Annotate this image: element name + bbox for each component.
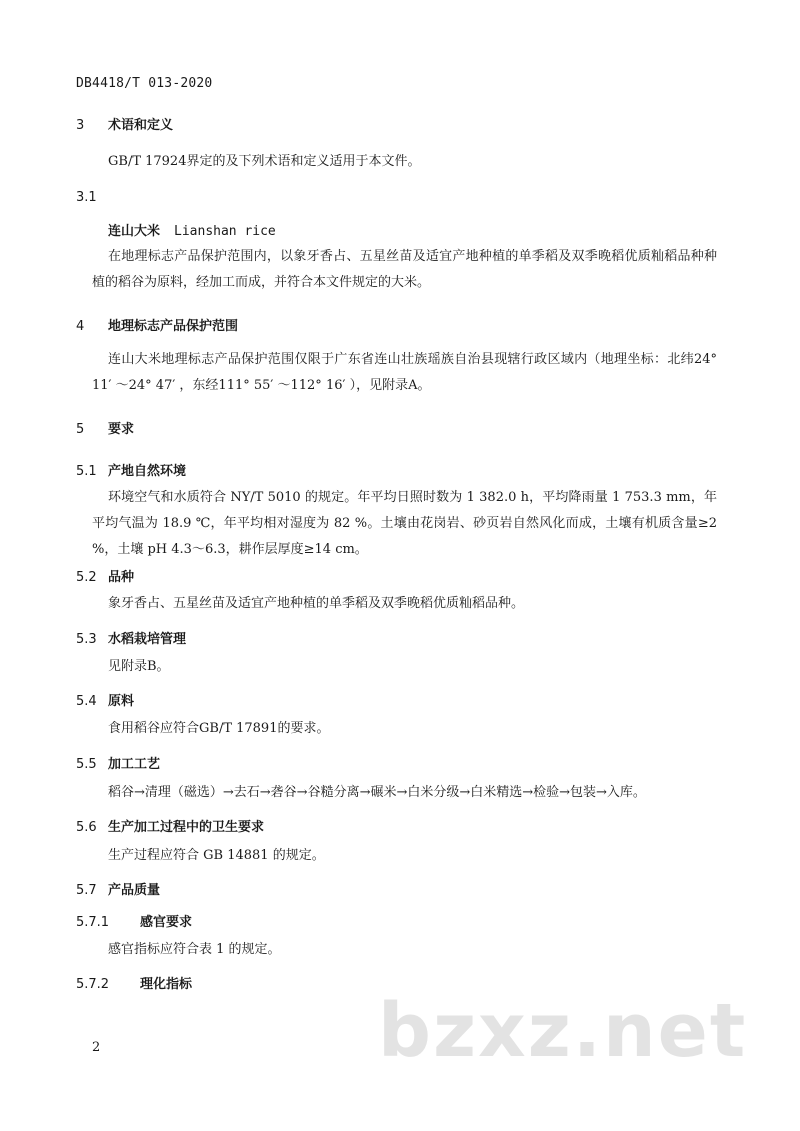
section-number: 5.2: [76, 570, 97, 585]
section-title: 感官要求: [140, 915, 193, 930]
section-title: 地理标志产品保护范围: [108, 319, 239, 334]
section-number: 5.6: [76, 820, 97, 835]
section-number: 5.7.2: [76, 977, 110, 992]
section-5-2-paragraph: 象牙香占、五星丝苗及适宜产地种植的单季稻及双季晚稻优质籼稻品种。: [108, 596, 525, 611]
section-5-7-1-paragraph: 感官指标应符合表 1 的规定。: [108, 942, 281, 957]
section-5-5-paragraph: 稻谷→清理（磁选）→去石→砻谷→谷糙分离→碾米→白米分级→白米精选→检验→包装→入库。: [108, 785, 646, 800]
section-5-6-paragraph: 生产过程应符合 GB 14881 的规定。: [108, 848, 325, 863]
document-code: DB4418/T 013-2020: [76, 76, 213, 91]
page-number: 2: [92, 1040, 101, 1055]
term-chinese: 连山大米: [108, 224, 161, 239]
section-5-heading: [76, 418, 134, 437]
section-number: 3.1: [76, 190, 97, 205]
section-5-3-heading: [76, 628, 186, 647]
section-number: 5.7.1: [76, 915, 110, 930]
section-number: 4: [76, 319, 85, 334]
section-4-heading: [76, 315, 238, 334]
section-number: 5.3: [76, 632, 97, 647]
section-5-5-heading: [76, 753, 160, 772]
term-definition: 在地理标志产品保护范围内，以象牙香占、五星丝苗及适宜产地种植的单季稻及双季晚稻优质籼稻品种种植的稻谷为原料，经加工而成，并符合本文件规定的大米。: [92, 249, 717, 290]
section-number: 5.1: [76, 464, 97, 479]
section-3-heading: [76, 114, 173, 133]
section-5-7-heading: [76, 879, 160, 898]
section-number: 5.7: [76, 883, 97, 898]
section-5-3-paragraph: 见附录B。: [108, 659, 170, 674]
section-3-paragraph: GB/T 17924界定的及下列术语和定义适用于本文件。: [108, 154, 421, 169]
section-number: 3: [76, 118, 85, 133]
section-title: 品种: [108, 570, 135, 585]
section-title: 生产加工过程中的卫生要求: [108, 820, 265, 835]
section-3-1-heading: [76, 190, 108, 205]
section-5-1-paragraph: 环境空气和水质符合 NY/T 5010 的规定。年平均日照时数为 1 382.0 h，平均降雨量 1 753.3 mm，年平均气温为 18.9 ℃，年平均相对湿度为 82 %。土壤由花岗岩、砂页岩自然风化而成，土壤有机质含量≥2 %，土壤 pH 4.3～6.3，耕作层厚度≥14 cm。: [92, 490, 717, 557]
section-title: 要求: [108, 422, 135, 437]
section-title: 产品质量: [108, 883, 161, 898]
section-title: 水稻栽培管理: [108, 632, 187, 647]
section-5-7-2-heading: [76, 973, 192, 992]
section-5-4-heading: [76, 690, 134, 709]
term-english: Lianshan rice: [174, 224, 276, 239]
section-5-4-paragraph: 食用稻谷应符合GB/T 17891的要求。: [108, 721, 330, 736]
section-5-1-heading: [76, 460, 186, 479]
watermark: bzxz.net: [378, 988, 748, 1074]
section-title: 原料: [108, 694, 135, 709]
section-title: 产地自然环境: [108, 464, 187, 479]
section-title: 理化指标: [140, 977, 193, 992]
section-5-7-1-heading: [76, 911, 192, 930]
section-number: 5: [76, 422, 85, 437]
section-title: 术语和定义: [108, 118, 174, 133]
section-number: 5.4: [76, 694, 97, 709]
section-number: 5.5: [76, 757, 97, 772]
section-4-paragraph: 连山大米地理标志产品保护范围仅限于广东省连山壮族瑶族自治县现辖行政区域内（地理坐标：北纬24° 11′ ～24° 47′ ，东经111° 55′ ～112° 16′ ），见附录A。: [92, 352, 717, 393]
term-entry: [108, 220, 276, 239]
section-title: 加工工艺: [108, 757, 161, 772]
section-5-2-heading: [76, 566, 134, 585]
section-5-6-heading: [76, 816, 264, 835]
